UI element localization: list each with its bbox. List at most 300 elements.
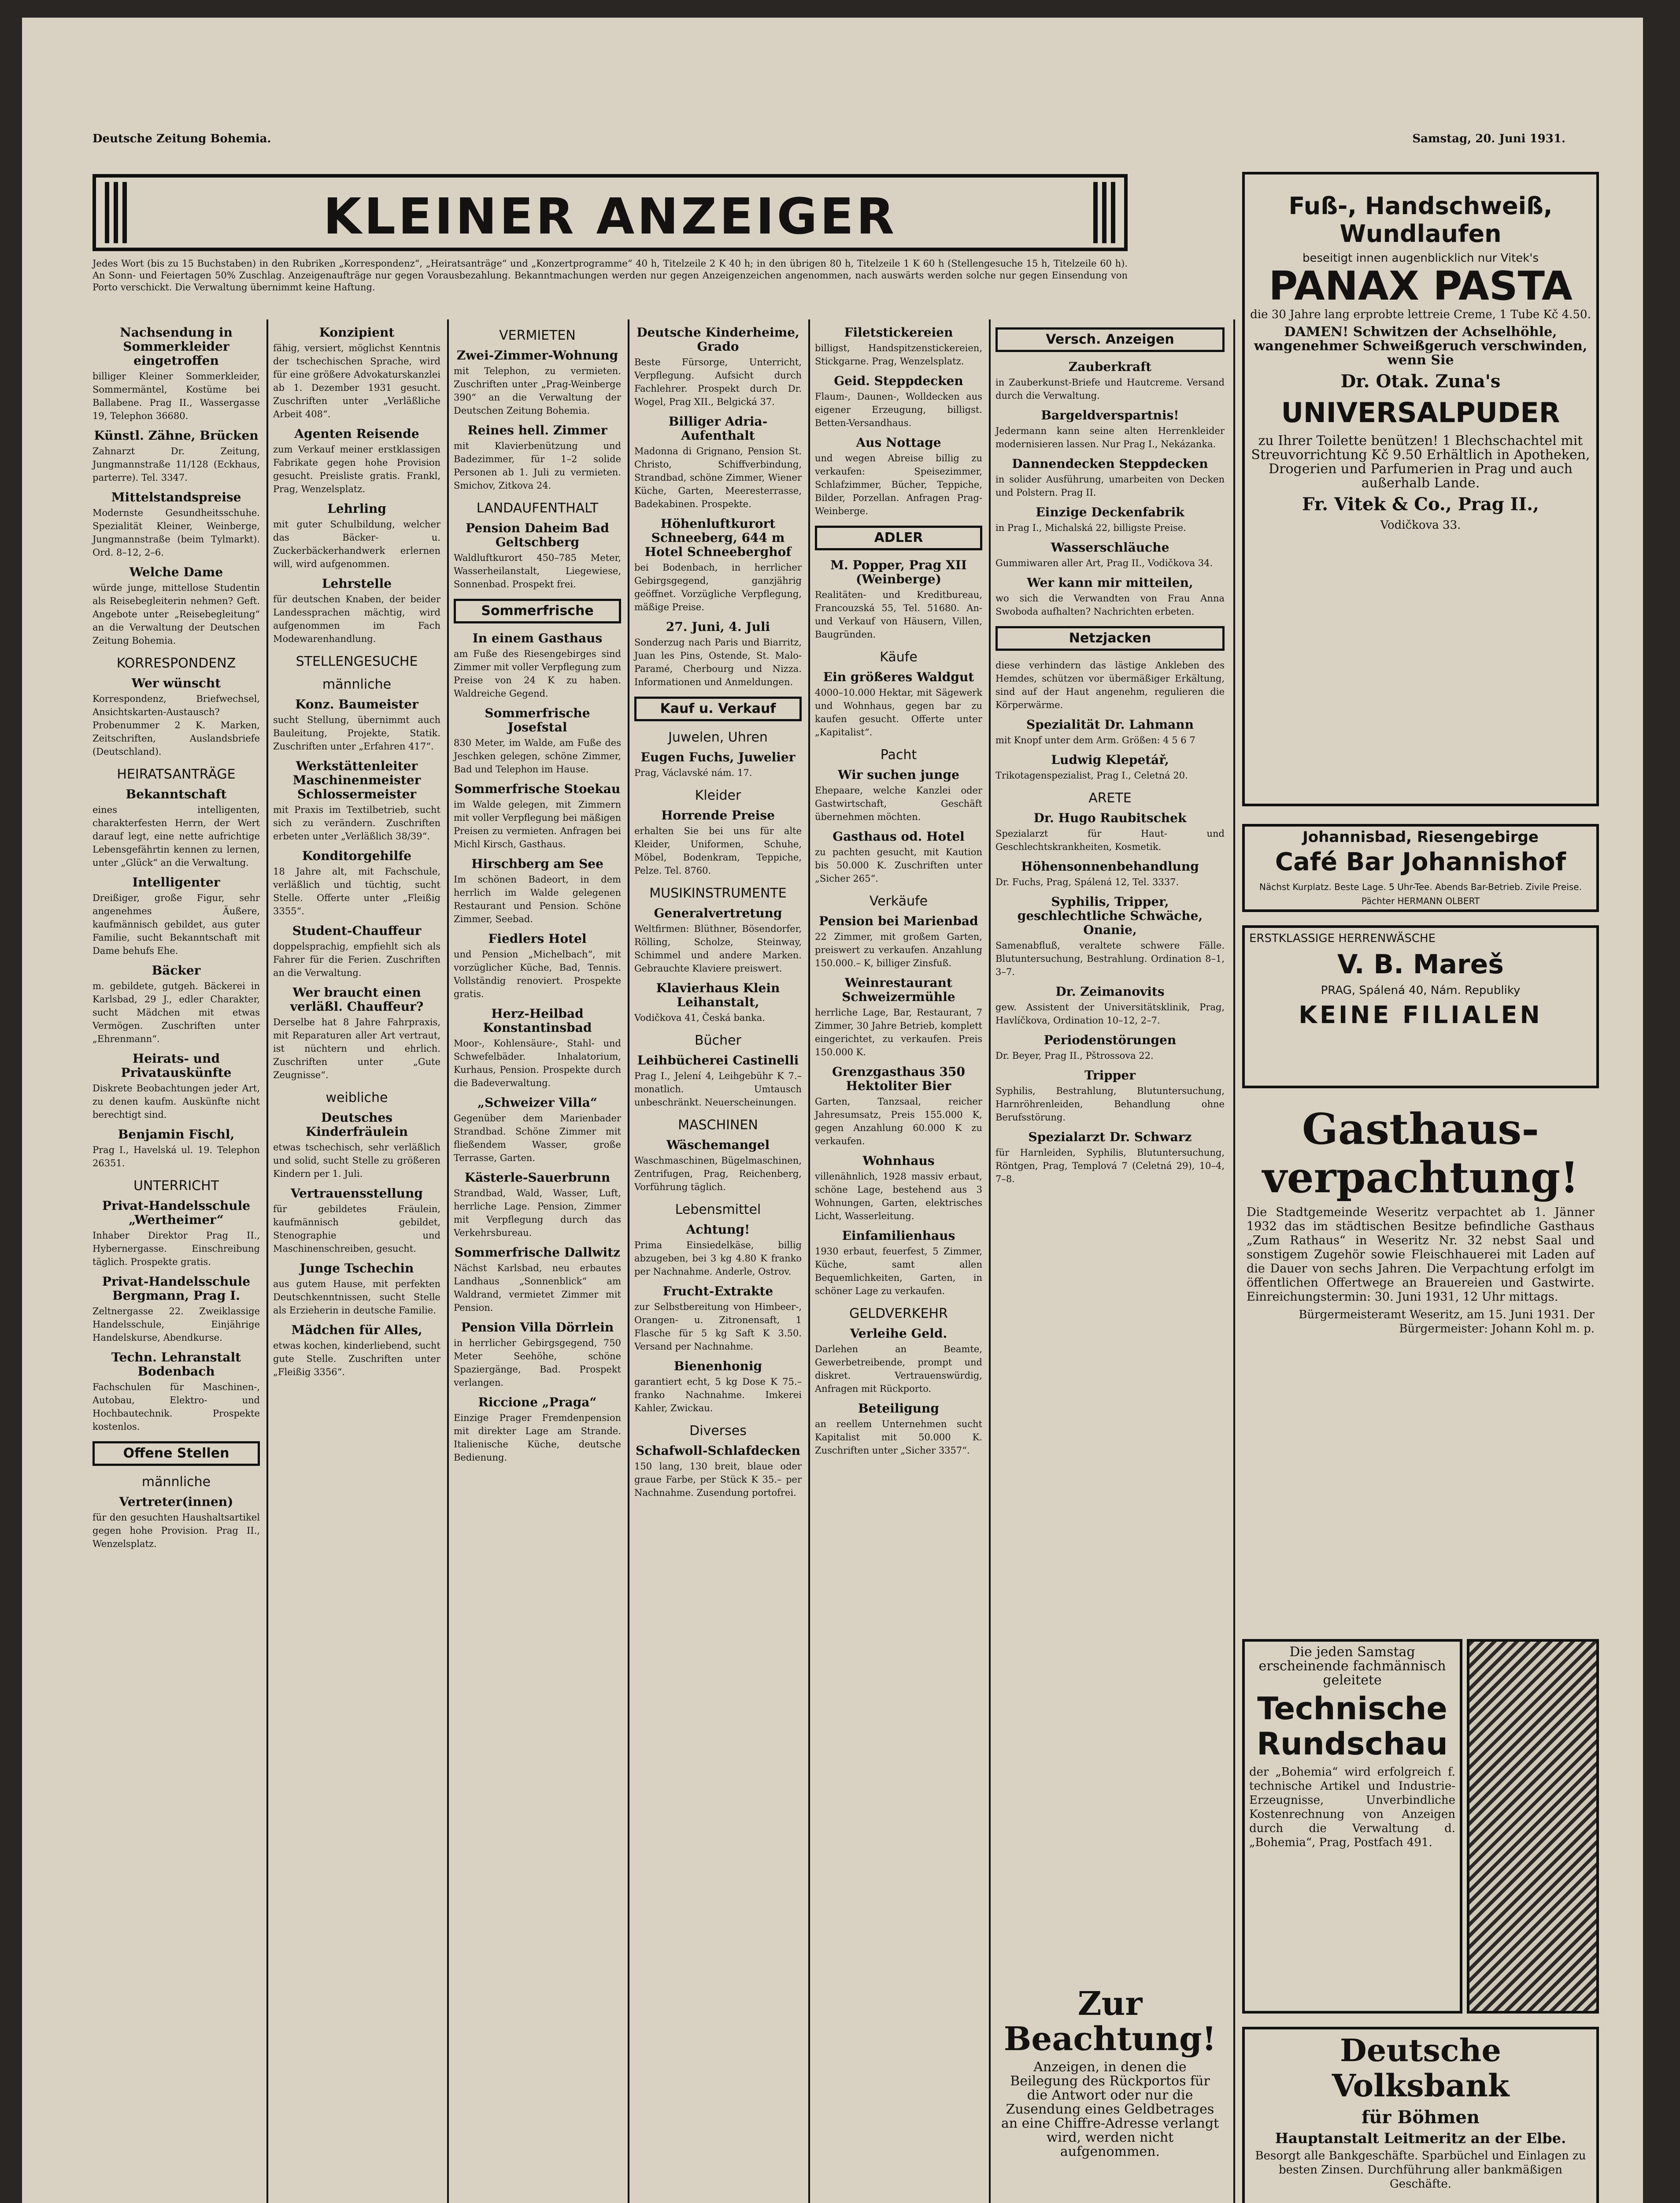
ad-heading: Wasserschläuche	[1051, 540, 1169, 555]
classified-ad	[995, 408, 1225, 451]
classified-ad	[273, 1111, 440, 1180]
ad-heading: Höhensonnenbehandlung	[1021, 859, 1199, 874]
ad-text: wo sich die Verwandten von Frau Anna Swoboda aufhalten? Nachrichten erbeten.	[995, 593, 1225, 617]
ad-heading: Wer wünscht	[131, 676, 221, 690]
classified-ad	[995, 860, 1225, 889]
classified-ad	[93, 875, 260, 957]
ad-text: bei Bodenbach, in herrlicher Gebirgsgegend, ganzjährig geöffnet. Vorzügliche Verpflegung, mäßige Preise.	[634, 562, 802, 612]
ad-text: sucht Stellung, übernimmt auch Bauleitung, Projekte, Statik. Zuschriften unter „Erfahren 417“.	[273, 715, 440, 752]
section-heading: MASCHINEN	[678, 1117, 758, 1133]
ad-text: eines intelligenten, charakterfesten Herrn, der Wert darauf legt, eine nette aufrichtige Lebensgefährtin kennen zu lernen, unter „Glück“ an die Verwaltung.	[93, 805, 260, 868]
section-heading: GELDVERKEHR	[849, 1306, 948, 1321]
ad-text: zu pachten gesucht, mit Kaution bis 50.000 K. Zuschriften unter „Sicher 265“.	[815, 847, 982, 884]
zur-beachtung-notice: Zur Beachtung! Anzeigen, in denen die Beilegung des Rückportos für die Antwort oder nur die Zusendung eines Geldbetrages an eine Chiffre-Adresse verlangt wird, werden nicht aufgenommen.	[1001, 1985, 1219, 2159]
ad-heading: Deutsche Kinderheime, Grado	[636, 325, 799, 354]
ad-text: villenähnlich, 1928 massiv erbaut, schöne Lage, bestehend aus 3 Wohnungen, Garten, elektrisches Licht, Wasserleitung.	[815, 1171, 982, 1221]
section-heading: Lebensmittel	[675, 1202, 761, 1217]
ad-heading: Bargeldverspartnis!	[1041, 408, 1179, 423]
classified-ad	[273, 759, 440, 843]
ad-text: Prag I., Jelení 4, Leihgebühr K 7.– monatlich. Umtausch unbeschränkt. Neuerscheinungen.	[634, 1071, 802, 1108]
ad-text: m. gebildete, gutgeh. Bäckerei in Karlsbad, 29 J., edler Charakter, sucht Mädchen mit etwas Vermögen. Zuschriften unter „Ehrenmann“.	[93, 981, 260, 1044]
classified-ad	[995, 718, 1225, 747]
ad-heading: Wer kann mir mitteilen,	[1027, 575, 1193, 590]
ad-heading: Klavierhaus Klein Leihanstalt,	[656, 981, 780, 1009]
section-heading: Bücher	[695, 1033, 741, 1048]
classified-ad	[995, 360, 1225, 402]
ad-text: in solider Ausführung, umarbeiten von Decken und Polstern. Prag II.	[995, 474, 1225, 498]
ad-text: zur Selbstbereitung von Himbeer-, Orangen- u. Zitronensaft, 1 Flasche für 5 kg Saft K 3.50. Versand per Nachnahme.	[634, 1302, 802, 1352]
classified-ad	[454, 349, 621, 417]
section-box: Offene Stellen	[93, 1441, 260, 1466]
ad-heading: Ludwig Klepetář,	[1051, 753, 1169, 767]
classified-ad	[815, 914, 982, 970]
classified-ad	[454, 857, 621, 926]
ad-text: Prag I., Havelská ul. 19. Telephon 26351.	[93, 1145, 260, 1168]
classified-ad	[93, 565, 260, 647]
panax-pasta-ad: Fuß-, Handschweiß, Wundlaufen beseitigt innen augenblicklich nur Vitek's PANAX PASTA die 30 Jahre lang erprobte lettreie Creme, 1 Tube Kč 4.50. DAMEN! Schwitzen der Achselhöhle, wangenehmer Schweißgeruch verschwinden, wenn Sie Dr. Otak. Zuna's UNIVERSALPUDER zu Ihrer Toilette benützen! 1 Blechschachtel mit Streuvorrichtung Kč 9.50 Erhältlich in Apotheken, Drogerien und Parfumerien in Prag und auch außerhalb Lande. Fr. Vitek & Co., Prag II., Vodičkova 33.	[1242, 172, 1599, 806]
classified-ad	[815, 1402, 982, 1457]
ad-text: Waschmaschinen, Bügelmaschinen, Zentrifugen, Prag, Reichenberg, Vorführung täglich.	[634, 1155, 802, 1192]
ad-text: Moor-, Kohlensäure-, Stahl- und Schwefelbäder. Inhalatorium, Kurhaus, Pension. Prospekte durch die Badeverwaltung.	[454, 1038, 621, 1088]
ad-heading: Fiedlers Hotel	[488, 931, 587, 946]
ad-heading: Welche Dame	[129, 565, 223, 579]
classified-ad	[995, 541, 1225, 570]
section-box: ADLER	[815, 526, 982, 550]
ad-heading: Filetstickereien	[844, 325, 953, 340]
ad-heading: Pension Daheim Bad Geltschberg	[466, 521, 609, 549]
ad-text: Nächst Karlsbad, neu erbautes Landhaus „Sonnenblick“ am Waldrand, vermietet Zimmer mit Pension.	[454, 1263, 621, 1313]
ad-text: Diskrete Beobachtungen jeder Art, zu denen kaufm. Auskünfte nicht berechtigt sind.	[93, 1083, 260, 1120]
classified-ad	[93, 787, 260, 869]
section-heading: MUSIKINSTRUMENTE	[649, 886, 787, 901]
ad-text: Prima Einsiedelkäse, billig abzugeben, bei 3 kg 4.80 K franko per Nachnahme. Anderle, Ostrov.	[634, 1240, 802, 1277]
ad-heading: Herz-Heilbad Konstantinsbad	[483, 1006, 592, 1035]
ad-heading: Sommerfrische Stoekau	[454, 782, 621, 796]
column-1	[93, 319, 260, 1550]
classified-ad	[995, 985, 1225, 1027]
ad-heading: Achtung!	[686, 1222, 750, 1237]
classified-ad	[995, 505, 1225, 534]
ad-heading: Schafwoll-Schlafdecken	[636, 1443, 800, 1458]
classified-ad	[815, 558, 982, 641]
ad-heading: Konzipient	[319, 325, 395, 340]
classified-ad	[273, 1187, 440, 1255]
classified-ad	[634, 1444, 802, 1499]
section-heading: Käufe	[880, 649, 918, 665]
illustrated-ad-block	[1467, 1639, 1599, 2014]
classified-ad	[995, 457, 1225, 499]
ad-heading: Privat-Handelsschule „Wertheimer“	[102, 1198, 251, 1227]
classified-ad	[815, 374, 982, 430]
ad-heading: Weinrestaurant Schweizermühle	[842, 975, 955, 1004]
column-2	[273, 319, 440, 1379]
classified-ad	[634, 517, 802, 614]
ad-text: Gegenüber dem Marienbader Strandbad. Schöne Zimmer mit fließendem Wasser, große Terrasse, Garten.	[454, 1113, 621, 1163]
column-4	[634, 319, 802, 1499]
ad-text: Dr. Fuchs, Prag, Spálená 12, Tel. 3337.	[995, 877, 1179, 887]
masthead	[93, 174, 1128, 251]
section-heading: Juwelen, Uhren	[668, 730, 768, 745]
ad-text: Trikotagenspezialist, Prag I., Celetná 20.	[995, 770, 1188, 781]
ad-heading: Künstl. Zähne, Brücken	[94, 428, 259, 443]
classified-ad	[815, 1327, 982, 1395]
classified-ad	[634, 1284, 802, 1353]
ad-heading: Riccione „Praga“	[478, 1395, 597, 1409]
ad-text: doppelsprachig, empfiehlt sich als Fahrer für die Ferien. Zuschriften an die Verwaltung.	[273, 941, 440, 978]
ad-text: am Fuße des Riesengebirges sind Zimmer mit voller Verpflegung zum Preise von 24 K zu haben. Waldreiche Gegend.	[454, 649, 621, 699]
classified-ad	[93, 1350, 260, 1433]
classified-ad	[93, 1495, 260, 1550]
classified-ad	[93, 676, 260, 758]
ad-text: 18 Jahre alt, mit Fachschule, verläßlich und tüchtig, sucht Stelle. Offerte unter „Fleißig 3355“.	[273, 866, 440, 916]
johannisbad-ad: Johannisbad, Riesengebirge Café Bar Johannishof Nächst Kurplatz. Beste Lage. 5 Uhr-Tee. Abends Bar-Betrieb. Zivile Preise. Pächter HERMANN OLBERT	[1242, 824, 1599, 912]
ad-text: mit Praxis im Textilbetrieb, sucht sich zu verändern. Zuschriften erbeten unter „Verläßlich 38/39“.	[273, 805, 440, 842]
ad-heading: Mädchen für Alles,	[291, 1323, 422, 1337]
ad-heading: Tripper	[1084, 1068, 1136, 1083]
classified-ad	[634, 1053, 802, 1109]
ad-text: an reellem Unternehmen sucht Kapitalist mit 50.000 K. Zuschriften unter „Sicher 3357“.	[815, 1419, 982, 1456]
classified-ad	[273, 849, 440, 918]
classified-ad	[273, 502, 440, 571]
ad-heading: Wer braucht einen verläßl. Chauffeur?	[290, 985, 424, 1014]
ad-text: für deutschen Knaben, der beider Landessprachen mächtig, wird aufgenommen im Fach Modewarenhandlung.	[273, 594, 440, 644]
ad-heading: Aus Nottage	[856, 435, 941, 450]
ad-text: aus gutem Hause, mit perfekten Deutschkenntnissen, sucht Stelle als Erzieherin in deutsche Familie.	[273, 1279, 440, 1316]
ad-text: Spezialarzt für Haut- und Geschlechtskrankheiten, Kosmetik.	[995, 828, 1225, 852]
ad-heading: Periodenstörungen	[1044, 1033, 1177, 1047]
ad-text: diese verhindern das lästige Ankleben des Hemdes, schützen vor übermäßiger Erkältung, sind auf der Haut angenehm, regulieren die Körperwärme.	[995, 660, 1225, 710]
ad-text: Gummiwaren aller Art, Prag II., Vodičkova 34.	[995, 558, 1213, 568]
classified-ad	[634, 1223, 802, 1278]
ad-heading: Beteiligung	[858, 1401, 939, 1416]
ad-heading: Pension bei Marienbad	[819, 914, 978, 928]
section-heading: Pacht	[880, 747, 917, 763]
ad-text: Zeltnergasse 22. Zweiklassige Handelsschule, Einjährige Handelskurse, Abendkurse.	[93, 1306, 260, 1343]
ad-text: im Walde gelegen, mit Zimmern mit voller Verpflegung bei mäßigen Preisen zu vermieten. Anfragen bei Michl Kirsch, Gasthaus.	[454, 799, 621, 849]
ad-heading: Nachsendung in Sommerkleider eingetroffen	[120, 325, 233, 368]
ad-heading: Bekanntschaft	[126, 787, 227, 801]
ad-text: Im schönen Badeort, in dem herrlich im Walde gelegenen Restaurant und Pension. Schöne Zimmer, Seebad.	[454, 874, 621, 924]
classified-ad	[815, 830, 982, 885]
ad-heading: Benjamin Fischl,	[118, 1127, 235, 1142]
ad-text: etwas tschechisch, sehr verläßlich und solid, sucht Stelle zu größeren Kindern per 1. Juli.	[273, 1142, 440, 1179]
ad-text: mit guter Schulbildung, welcher das Bäcker- u. Zuckerbäckerhandwerk erlernen will, wird aufgenommen.	[273, 519, 440, 569]
classified-ad	[815, 1229, 982, 1298]
section-heading: LANDAUFENTHALT	[476, 501, 599, 516]
ad-heading: Lehrstelle	[322, 576, 392, 591]
section-heading: KORRESPONDENZ	[116, 656, 236, 671]
ad-text: Dreißiger, große Figur, sehr angenehmes Äußere, kaufmännisch gebildet, aus guter Familie, sucht Bekanntschaft mit Dame behufs Ehe.	[93, 893, 260, 956]
ad-text: billiger Kleiner Sommerkleider, Sommermäntel, Kostüme bei Ballabene. Prag II., Wassergasse 19, Telephon 36680.	[93, 371, 260, 421]
ad-heading: Dannendecken Steppdecken	[1012, 456, 1208, 471]
ad-heading: Lehrling	[327, 501, 386, 516]
ad-heading: M. Popper, Prag XII (Weinberge)	[830, 558, 967, 586]
ad-heading: 27. Juni, 4. Juli	[666, 619, 770, 634]
ad-text: Vodičkova 41, Česká banka.	[634, 1012, 765, 1023]
universalpuder-product: UNIVERSALPUDER	[1281, 397, 1560, 429]
classified-ad	[815, 768, 982, 823]
classified-ad	[93, 429, 260, 484]
ad-heading: Werkstättenleiter Maschinenmeister Schlossermeister	[292, 759, 421, 801]
classified-ad	[93, 326, 260, 423]
classified-ad	[454, 1395, 621, 1464]
ad-heading: Frucht-Extrakte	[662, 1284, 773, 1298]
classified-ad	[995, 1130, 1225, 1186]
classified-ad	[815, 1065, 982, 1148]
ad-heading: Sommerfrische Josefstal	[485, 706, 590, 734]
ad-text: Weltfirmen: Blüthner, Bösendorfer, Rölling, Scholze, Steinway, Schimmel und andere Marken. Gebrauchte Klaviere preiswert.	[634, 923, 802, 974]
classified-ad	[273, 924, 440, 979]
ad-heading: Billiger Adria-Aufenthalt	[668, 414, 768, 443]
classified-ad	[815, 326, 982, 368]
section-box: Versch. Anzeigen	[995, 327, 1225, 352]
classified-ad	[634, 415, 802, 511]
ad-heading: „Schweizer Villa“	[477, 1095, 597, 1110]
section-box: Netzjacken	[995, 626, 1225, 651]
ad-heading: Heirats- und Privatauskünfte	[121, 1051, 232, 1080]
ad-heading: Dr. Hugo Raubitschek	[1033, 811, 1187, 825]
ad-heading: Hirschberg am See	[471, 857, 603, 871]
ad-text: etwas kochen, kinderliebend, sucht gute Stelle. Zuschriften unter „Fleißig 3356“.	[273, 1340, 440, 1377]
ad-heading: Einzige Deckenfabrik	[1036, 505, 1184, 519]
section-heading: männliche	[322, 677, 392, 692]
ad-heading: Leihbücherei Castinelli	[637, 1053, 799, 1068]
classified-ad	[454, 631, 621, 700]
ad-heading: Pension Villa Dörrlein	[461, 1320, 614, 1335]
ad-heading: Techn. Lehranstalt Bodenbach	[111, 1350, 241, 1379]
ad-heading: Spezialität Dr. Lahmann	[1026, 717, 1194, 732]
ad-text: Beste Fürsorge, Unterricht, Verpflegung. Aufsicht durch Fachlehrer. Prospekt durch Dr. Wogel, Prag XII., Belgická 37.	[634, 357, 802, 407]
ad-heading: Grenzgasthaus 350 Hektoliter Bier	[832, 1064, 965, 1093]
ad-text: fähig, versiert, möglichst Kenntnis der tschechischen Sprache, wird für eine größere Advokaturskanzlei ab 1. Dezember 1931 gesucht. Zuschriften unter „Verläßliche Arbeit 408“.	[273, 343, 440, 419]
classified-ad	[634, 326, 802, 408]
ad-text: Strandbad, Wald, Wasser, Luft, herrliche Lage. Pension, Zimmer mit Verpflegung durch das Verkehrsbureau.	[454, 1188, 621, 1238]
ad-heading: Höhenluftkurort Schneeberg, 644 m Hotel Schneeberghof	[644, 516, 792, 559]
section-box: Sommerfrische	[454, 599, 621, 623]
classified-ad	[995, 1033, 1225, 1062]
classified-ad	[634, 906, 802, 975]
ad-heading: Gasthaus od. Hotel	[833, 829, 965, 844]
ad-text: Jedermann kann seine alten Herrenkleider modernisieren lassen. Nur Prag I., Nekázanka.	[995, 426, 1225, 449]
classified-ad	[93, 1275, 260, 1344]
ad-text: würde junge, mittellose Studentin als Reisebegleiterin nehmen? Geft. Angebote unter „Reisebegleitung“ an die Verwaltung der Deutschen Zeitung Bohemia.	[93, 582, 260, 646]
ad-text: Dr. Beyer, Prag II., Pštrossova 22.	[995, 1050, 1154, 1061]
ad-text: und wegen Abreise billig zu verkaufen: Speisezimmer, Schlafzimmer, Bücher, Teppiche, Bilder, Porzellan. Anfragen Prag-Weinberge.	[815, 453, 982, 516]
section-heading: Diverses	[689, 1423, 747, 1439]
ad-text: Flaum-, Daunen-, Wolldecken aus eigener Erzeugung, billigst. Betten-Versandhaus.	[815, 391, 982, 428]
classified-ad	[454, 1096, 621, 1165]
ad-heading: Zauberkraft	[1068, 360, 1152, 374]
section-heading: VERMIETEN	[499, 328, 576, 343]
ad-heading: Eugen Fuchs, Juwelier	[640, 750, 796, 764]
ad-text: garantiert echt, 5 kg Dose K 75.– franko Nachnahme. Imkerei Kahler, Zwickau.	[634, 1376, 802, 1413]
ad-heading: Student-Chauffeur	[292, 923, 422, 938]
ad-text: Inhaber Direktor Prag II., Hybernergasse. Einschreibung täglich. Prospekte gratis.	[93, 1230, 260, 1267]
section-heading: STELLENGESUCHE	[296, 654, 418, 669]
ad-text: 22 Zimmer, mit großem Garten, preiswert zu verkaufen. Anzahlung 150.000.– K, billiger Zinsfuß.	[815, 931, 982, 968]
ad-text: Derselbe hat 8 Jahre Fahrpraxis, mit Reparaturen aller Art vertraut, ist nüchtern und ehrlich. Zuschriften unter „Gute Zeugnisse“.	[273, 1017, 440, 1080]
classified-ad	[815, 1154, 982, 1223]
ad-heading: Konz. Baumeister	[295, 697, 418, 712]
ad-text: 830 Meter, im Walde, am Fuße des Jeschken gelegen, schöne Zimmer, Bad und Telephon im Hause.	[454, 738, 621, 775]
ad-text: und Pension „Michelbach“, mit vorzüglicher Küche, Bad, Tennis. Vollständig renoviert. Prospekte gratis.	[454, 949, 621, 999]
ad-heading: Wohnhaus	[862, 1153, 935, 1168]
ad-heading: Ein größeres Waldgut	[823, 670, 974, 684]
classified-ad	[454, 1007, 621, 1090]
ad-text: Prag, Václavské nám. 17.	[634, 768, 752, 778]
ad-heading: In einem Gasthaus	[472, 631, 603, 645]
classified-ad	[454, 932, 621, 1001]
classified-ad	[454, 782, 621, 851]
classified-ad	[995, 659, 1225, 712]
classified-ad	[273, 986, 440, 1082]
ad-text: billigst, Handspitzenstickereien, Stickgarne. Prag, Wenzelsplatz.	[815, 343, 982, 367]
ad-text: zum Verkauf meiner erstklassigen Fabrikate gegen hohe Provision gesucht. Preisliste gratis. Frankl, Prag, Wenzelsplatz.	[273, 444, 440, 494]
ad-heading: Dr. Zeimanovits	[1055, 984, 1165, 999]
ad-text: Sonderzug nach Paris und Biarritz, Juan les Pins, Ostende, St. Malo-Paramé, Cherbourg und Nizza. Informationen und Anmeldungen.	[634, 637, 802, 687]
ad-text: Garten, Tanzsaal, reicher Jahresumsatz, Preis 155.000 K, gegen Anzahlung 60.000 K zu verkaufen.	[815, 1096, 982, 1146]
classified-ad	[454, 706, 621, 776]
ad-text: in Prag I., Michalská 22, billigste Preise.	[995, 523, 1186, 533]
ad-heading: Bäcker	[152, 963, 201, 978]
section-heading: weibliche	[326, 1090, 388, 1105]
classified-ad	[634, 750, 802, 779]
classified-ad	[273, 1261, 440, 1317]
ad-heading: Zwei-Zimmer-Wohnung	[456, 348, 618, 363]
ad-text: erhalten Sie bei uns für alte Kleider, Uniformen, Schuhe, Möbel, Bodenkram, Teppiche, Pelze. Tel. 8760.	[634, 826, 802, 876]
classified-ad	[454, 1171, 621, 1239]
classified-ad	[634, 1138, 802, 1194]
ad-text: Ehepaare, welche Kanzlei oder Gastwirtschaft, Geschäft übernehmen möchten.	[815, 785, 982, 822]
classified-ad	[815, 670, 982, 739]
ad-text: für gebildetes Fräulein, kaufmännisch gebildet, Stenographie und Maschinenschreiben, gesucht.	[273, 1204, 440, 1254]
section-heading: Kleider	[695, 788, 741, 803]
section-heading: Verkäufe	[869, 894, 928, 909]
classified-ad	[93, 1199, 260, 1268]
classified-ad	[815, 976, 982, 1059]
classified-ad	[273, 427, 440, 496]
ad-heading: Wir suchen junge	[838, 768, 959, 782]
running-header-left: Deutsche Zeitung Bohemia.	[93, 132, 271, 145]
ad-heading: Deutsches Kinderfräulein	[305, 1110, 408, 1139]
ad-heading: Vertrauensstellung	[291, 1186, 423, 1201]
ad-text: Fachschulen für Maschinen-, Autobau, Elektro- und Hochbautechnik. Prospekte kostenlos.	[93, 1382, 260, 1432]
section-heading: männliche	[141, 1474, 211, 1490]
ad-text: Zahnarzt Dr. Zeitung, Jungmannstraße 11/128 (Eckhaus, parterre). Tel. 3347.	[93, 446, 260, 483]
classified-ad	[93, 1127, 260, 1170]
ad-text: für den gesuchten Haushaltsartikel gegen hohe Provision. Prag II., Wenzelsplatz.	[93, 1512, 260, 1549]
ad-text: für Harnleiden, Syphilis, Blutuntersuchung, Röntgen, Prag, Templová 7 (Celetná 29), 10–4, 7–8.	[995, 1147, 1225, 1184]
ad-heading: Junge Tschechin	[300, 1261, 414, 1276]
mares-ad: ERSTKLASSIGE HERRENWÄSCHE V. B. Mareš PRAG, Spálená 40, Nám. Republiky KEINE FILIALEN	[1242, 925, 1599, 1088]
classified-ad	[273, 1323, 440, 1379]
classified-ad	[995, 811, 1225, 853]
ad-text: Modernste Gesundheitsschuhe. Spezialität Kleiner, Weinberge, Jungmannstraße (beim Tylmarkt). Ord. 8–12, 2–6.	[93, 508, 260, 558]
classified-ad	[273, 697, 440, 753]
ad-text: Madonna di Grignano, Pension St. Christo, Schiffverbindung, Strandbad, schöne Zimmer, Wiener Küche, Garten, Meeresterrasse, Badekabinen. Prospekte.	[634, 446, 802, 509]
column-6	[995, 319, 1225, 1186]
ad-text: mit Knopf unter dem Arm. Größen: 4 5 6 7	[995, 735, 1195, 745]
ad-heading: Intelligenter	[132, 875, 220, 890]
classified-ad	[454, 1320, 621, 1389]
ad-text: Korrespondenz, Briefwechsel, Ansichtskarten-Austausch? Probenummer 2 K. Marken, Zeitschriften, Auslandsbriefe (Deutschland).	[93, 694, 260, 757]
ad-heading: Syphilis, Tripper, geschlechtliche Schwäche, Onanie,	[1017, 894, 1203, 937]
deutsche-volksbank-ad: Deutsche Volksbank für Böhmen Hauptanstalt Leitmeritz an der Elbe. Besorgt alle Bankgeschäfte. Sparbüchel und Einlagen zu besten Zinsen. Durchführung aller bankmäßigen Geschäfte.	[1242, 2027, 1599, 2203]
classified-ad	[273, 326, 440, 421]
column-3	[454, 319, 621, 1464]
column-5	[815, 319, 982, 1457]
ad-text: in Zauberkunst-Briefe und Hautcreme. Versand durch die Verwaltung.	[995, 377, 1225, 401]
classified-ad	[93, 964, 260, 1046]
section-box: Kauf u. Verkauf	[634, 697, 802, 721]
ad-heading: Sommerfrische Dallwitz	[454, 1245, 621, 1260]
classified-ad	[634, 620, 802, 689]
classified-ad	[273, 577, 440, 645]
ad-heading: Konditorgehilfe	[302, 849, 412, 863]
ad-text: gew. Assistent der Universitätsklinik, Prag, Havlíčkova, Ordination 10–12, 2–7.	[995, 1002, 1225, 1026]
classified-ad	[995, 576, 1225, 618]
ad-heading: Bienenhonig	[673, 1359, 762, 1373]
classified-ad	[634, 1359, 802, 1415]
ad-heading: Mittelstandspreise	[111, 490, 241, 504]
section-heading: ARETE	[1088, 790, 1132, 806]
rates-notice: Jedes Wort (bis zu 15 Buchstaben) in den Rubriken „Korrespondenz“, „Heiratsanträge“ und „Konzertprogramme“ 40 h, Titelzeile 2 K 40 h; in den übrigen 80 h, Titelzeile 1 K 60 h (Stellengesuche 15 h, Titelzeile 60 h). An Sonn- und Feiertagen 50% Zuschlag. Anzeigenaufträge nur gegen Vorausbezahlung. Bekanntmachungen werden nur gegen Anzeigenzeichen angenommen, nach auswärts werden solche nur gegen Einsendung von Porto verschickt. Die Verwaltung übernimmt keine Haftung.	[93, 258, 1128, 293]
ad-heading: Reines hell. Zimmer	[467, 423, 607, 438]
ad-heading: Spezialarzt Dr. Schwarz	[1028, 1130, 1192, 1144]
ad-text: Einzige Prager Fremdenpension mit direkter Lage am Strande. Italienische Küche, deutsche Bedienung.	[454, 1413, 621, 1463]
classified-ad	[454, 1246, 621, 1314]
section-heading: UNTERRICHT	[133, 1178, 219, 1194]
ad-heading: Privat-Handelsschule Bergmann, Prag I.	[102, 1274, 251, 1303]
ad-text: mit Klavierbenützung und Badezimmer, für 1–2 solide Personen ab 1. Juli zu vermieten. Smichov, Zitkova 24.	[454, 441, 621, 491]
ad-text: Waldluftkurort 450–785 Meter, Wasserheilanstalt, Liegewiese, Sonnenbad. Prospekt frei.	[454, 553, 621, 590]
classified-ad	[454, 423, 621, 492]
classified-ad	[815, 436, 982, 518]
classified-ad	[93, 490, 260, 559]
running-header-date: Samstag, 20. Juni 1931.	[1412, 132, 1565, 145]
ad-heading: Vertreter(innen)	[119, 1495, 233, 1509]
classified-ad	[995, 1068, 1225, 1124]
ad-heading: Verleihe Geld.	[850, 1326, 947, 1341]
classified-ad	[634, 981, 802, 1024]
technische-rundschau-ad: Die jeden Samstag erscheinende fachmännisch geleitete Technische Rundschau der „Bohemia“ wird erfolgreich f. technische Artikel und Industrie-Erzeugnisse, Unverbindliche Kostenrechnung von Anzeigen durch die Verwaltung d. „Bohemia“, Prag, Postfach 491.	[1242, 1639, 1462, 2014]
section-heading: HEIRATSANTRÄGE	[117, 767, 236, 782]
ad-heading: Einfamilienhaus	[842, 1228, 955, 1243]
ad-text: Samenabfluß, veraltete schwere Fälle. Blutuntersuchung, Bestrahlung. Ordination 8–1, 3–7.	[995, 940, 1225, 977]
ad-heading: Wäschemangel	[666, 1138, 770, 1152]
ad-text: 4000–10.000 Hektar, mit Sägewerk und Wohnhaus, gegen bar zu kaufen gesucht. Offerte unter „Kapitalist“.	[815, 687, 982, 738]
ad-heading: Geid. Steppdecken	[834, 374, 963, 388]
classified-ad	[995, 895, 1225, 979]
ad-text: in herrlicher Gebirgsgegend, 750 Meter Seehöhe, schöne Spaziergänge, Bad. Prospekt verlangen.	[454, 1338, 621, 1388]
ad-heading: Agenten Reisende	[294, 427, 419, 441]
ad-heading: Generalvertretung	[654, 906, 782, 920]
gasthaus-ad: Gasthaus-verpachtung! Die Stadtgemeinde Weseritz verpachtet ab 1. Jänner 1932 das im städtischen Besitze befindliche Gasthaus „Zum Rathaus“ in Weseritz Nr. 32 nebst Saal und sonstigem Zugehör sowie Fleischhauerei mit Laden auf die Dauer von sechs Jahren. Die Verpachtung erfolgt im öffentlichen Offertwege an Brauereien und Gastwirte. Einreichungstermin: 30. Juni 1931, 12 Uhr mittags. Bürgermeisteramt Weseritz, am 15. Juni 1931. Der Bürgermeister: Johann Kohl m. p.	[1247, 1104, 1595, 1335]
classified-ad	[995, 753, 1225, 782]
classified-ad	[454, 521, 621, 591]
classified-ad	[634, 809, 802, 877]
ad-text: Darlehen an Beamte, Gewerbetreibende, prompt und diskret. Vertrauenswürdig, Anfragen mit Rückporto.	[815, 1344, 982, 1394]
ad-text: Realitäten- und Kreditbureau, Francouzská 55, Tel. 51680. An- und Verkauf von Häusern, Villen, Baugründen.	[815, 590, 982, 640]
ad-text: herrliche Lage, Bar, Restaurant, 7 Zimmer, 30 Jahre Betrieb, komplett eingerichtet, zu verkaufen. Preis 150.000 K.	[815, 1007, 982, 1057]
ad-heading: Horrende Preise	[661, 808, 775, 823]
panax-product: PANAX PASTA	[1269, 263, 1573, 309]
classified-ad	[93, 1052, 260, 1121]
ad-heading: Kästerle-Sauerbrunn	[464, 1170, 611, 1185]
masthead-title: KLEINER ANZEIGER	[323, 188, 897, 245]
ad-text: mit Telephon, zu vermieten. Zuschriften unter „Prag-Weinberge 390“ an die Verwaltung der Deutschen Zeitung Bohemia.	[454, 366, 621, 416]
ad-text: 1930 erbaut, feuerfest, 5 Zimmer, Küche, samt allen Bequemlichkeiten, Garten, in schöner Lage zu verkaufen.	[815, 1246, 982, 1296]
